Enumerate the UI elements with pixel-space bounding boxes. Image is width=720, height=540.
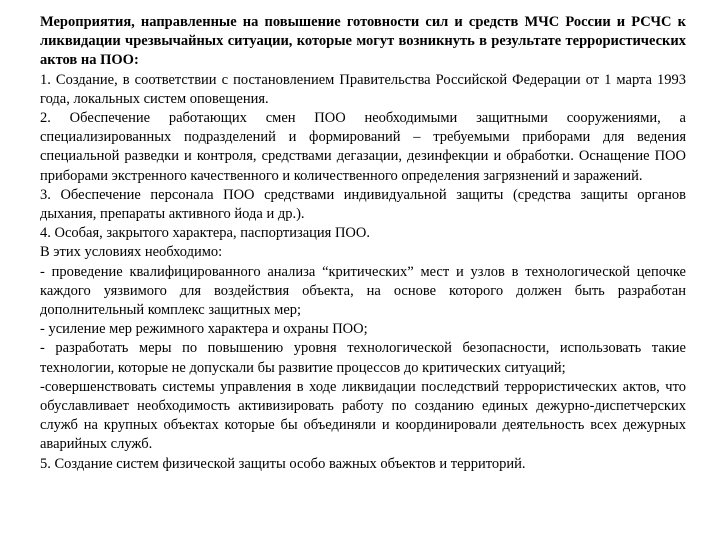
list-item-critical-analysis: - проведение квалифицированного анализа “критических” мест и узлов в технологической цепочке каждого уязвимого для воздействия объекта, на основе которого должен быть разработан дополнительный комплекс защитных мер; — [40, 263, 686, 319]
list-item-control-systems: -совершенствовать системы управления в ходе ликвидации последствий террористических актов, что обуславливает необходимость активизировать работу по созданию единых дежурно-диспетчерских служб на крупных объектах которые бы объединяли и координировали деятельность всех дежурных аварийных служб. — [40, 378, 686, 453]
paragraph-certification: 4. Особая, закрытого характера, паспортизация ПОО. — [40, 225, 371, 242]
list-item-technological-safety: - разработать меры по повышению уровня технологической безопасности, использовать такие технологии, которые не допускали бы развитие процессов до критических ситуаций; — [40, 340, 686, 376]
paragraph-conditions-intro: В этих условиях необходимо: — [40, 244, 223, 261]
list-item-security-measures: - усиление мер режимного характера и охраны ПОО; — [40, 321, 368, 338]
paragraph-protective-structures: 2. Обеспечение работающих смен ПОО необходимыми защитными сооружениями, а специализированных подразделений и формирований – требуемыми приборами для ведения специальной разведки и контроля, средствами дегазации, дезинфекции и обработки. Оснащение ПОО приборами экстренного качественного и количественного определения загрязнений и заражений. — [40, 110, 686, 184]
document-title: Мероприятия, направленные на повышение готовности сил и средств МЧС России и РСЧС к ликвидации чрезвычайных ситуации, которые могут возникнуть в результате террористических актов на ПОО: — [40, 14, 686, 69]
paragraph-personal-protection: 3. Обеспечение персонала ПОО средствами индивидуальной защиты (средства защиты органов дыхания, препараты активного йода и др.). — [40, 186, 686, 223]
paragraph-physical-protection: 5. Создание систем физической защиты особо важных объектов и территорий. — [40, 455, 526, 472]
document-body — [40, 13, 686, 474]
paragraph-notification-systems: 1. Создание, в соответствии с постановлением Правительства Российской Федерации от 1 марта 1993 года, локальных систем оповещения. — [40, 71, 686, 107]
